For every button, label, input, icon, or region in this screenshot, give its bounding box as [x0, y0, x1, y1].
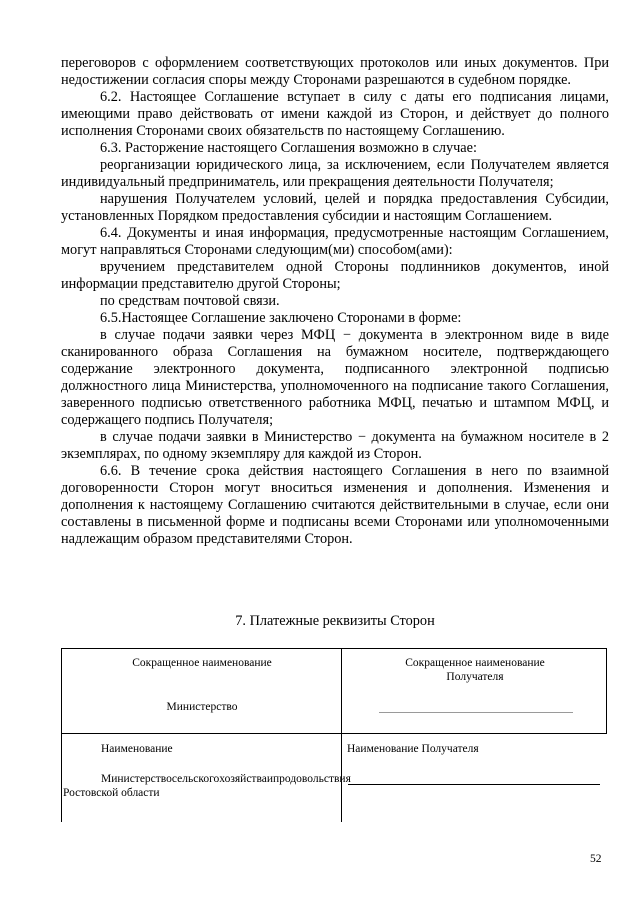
paragraph: в случае подачи заявки через МФЦ − документа в электронном виде в виде сканированного образа Соглашения на бумажном носителе, подтверждающего содержание электронного документа, подписанного электронной подписью должностного лица Министерства, уполномоченного на подписание такого Соглашения, заверенного подписью ответственного работника МФЦ, печатью и штампом МФЦ, и содержащего подпись Получателя; — [61, 327, 609, 428]
ministry-full-name-word: сельского — [171, 773, 220, 785]
recipient-full-name-label: Наименование Получателя — [347, 743, 479, 755]
ministry-full-name-word: продовольствия — [273, 773, 351, 785]
ministry-short-name: Министерство — [166, 701, 238, 713]
paragraph: 6.4. Документы и иная информация, предусмотренные настоящим Соглашением, могут направляться Сторонами следующим(ми) способом(ами): — [61, 225, 609, 258]
recipient-short-name-blank — [379, 712, 573, 713]
paragraph: 6.6. В течение срока действия настоящего Соглашения в него по взаимной договоренности Сторон могут вноситься изменения и дополнения. Изменения и дополнения к настоящему Соглашению считаются действительными в случае, если они составлены в письменной форме и подписаны всеми Сторонами или уполномоченными надлежащим образом представителями Сторон. — [61, 463, 609, 547]
paragraph: переговоров с оформлением соответствующих протоколов или иных документов. При недостижении согласия споры между Сторонами разрешаются в судебном порядке. — [61, 55, 609, 88]
paragraph: 6.2. Настоящее Соглашение вступает в силу с даты его подписания лицами, имеющими право действовать от имени каждой из Сторон, и действует до полного исполнения Сторонами своих обязательств по настоящему Соглашению. — [61, 89, 609, 139]
agreement-body-text — [61, 55, 609, 548]
section-title-payment-details: 7. Платежные реквизиты Сторон — [235, 613, 435, 629]
paragraph: вручением представителем одной Стороны подлинников документов, иной информации представителю другой Стороны; — [61, 259, 609, 292]
ministry-full-name-word: и — [266, 773, 273, 785]
page-number: 52 — [590, 853, 602, 865]
recipient-short-name-label: Сокращенное наименование Получателя — [405, 657, 545, 683]
payment-details-table — [61, 648, 607, 822]
short-name-label: Сокращенное наименование — [132, 657, 272, 669]
paragraph: 6.3. Расторжение настоящего Соглашения возможно в случае: — [100, 140, 477, 156]
ministry-full-name-word: хозяйства — [219, 773, 267, 785]
table-border-top — [61, 648, 607, 649]
paragraph: в случае подачи заявки в Министерство − документа на бумажном носителе в 2 экземплярах, по одному экземпляру для каждой из Сторон. — [61, 429, 609, 462]
ministry-full-name-line-2: Ростовской области — [63, 787, 160, 799]
ministry-full-name-word: Министерство — [101, 773, 172, 785]
ministry-full-name — [63, 772, 351, 800]
table-border-right — [606, 648, 607, 734]
paragraph: по средствам почтовой связи. — [100, 293, 280, 309]
recipient-full-name-blank — [348, 784, 600, 785]
full-name-label: Наименование — [101, 743, 173, 755]
ministry-full-name-line-1 — [63, 772, 351, 786]
table-row-divider — [61, 733, 607, 734]
paragraph: реорганизации юридического лица, за исключением, если Получателем является индивидуальный предприниматель, или прекращения деятельности Получателя; — [61, 157, 609, 190]
paragraph: 6.5.Настоящее Соглашение заключено Сторонами в форме: — [100, 310, 462, 326]
paragraph: нарушения Получателем условий, целей и порядка предоставления Субсидии, установленных Порядком предоставления субсидии и настоящим Соглашением. — [61, 191, 609, 224]
table-border-left — [61, 648, 62, 822]
table-column-divider — [341, 648, 342, 822]
